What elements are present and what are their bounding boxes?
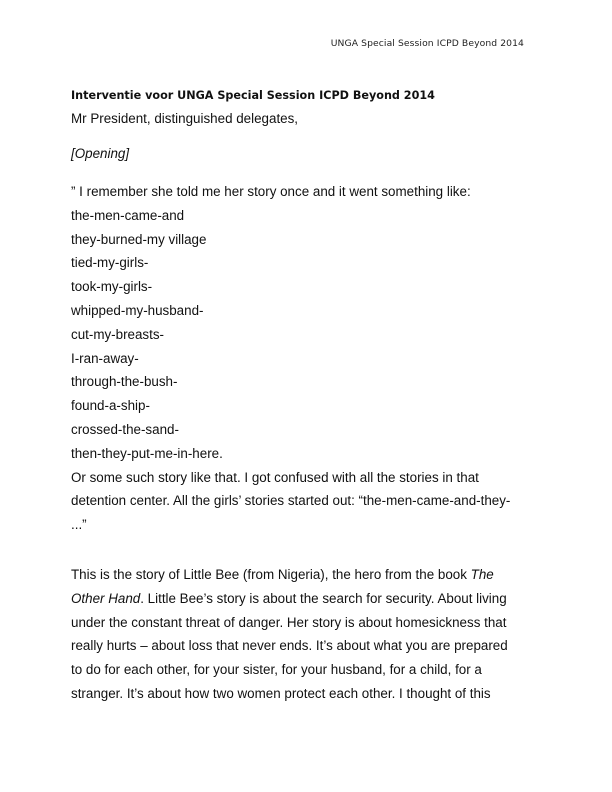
text-line: whipped-my-husband-: [71, 302, 204, 318]
text-line: tied-my-girls-: [71, 255, 149, 271]
text-line: [71, 563, 541, 587]
body-paragraph: [71, 563, 541, 706]
book-title-segment: The: [470, 567, 494, 582]
text-line: they-burned-my village: [71, 231, 207, 247]
text-segment: This is the story of Little Bee (from Nigeria), the hero from the book: [71, 567, 471, 582]
text-line: detention center. All the girls’ stories started out: “the-men-came-and-they-: [71, 493, 511, 509]
text-line: through-the-bush-: [71, 374, 178, 390]
text-line: cut-my-breasts-: [71, 326, 165, 342]
text-line: ...”: [71, 517, 87, 533]
text-line: took-my-girls-: [71, 279, 153, 295]
text-line: to do for each other, for your sister, for your husband, for a child, for a: [71, 662, 482, 678]
text-line: stranger. It’s about how two women protect each other. I thought of this: [71, 685, 491, 701]
section-heading-opening: [Opening]: [71, 146, 130, 161]
text-line: [71, 587, 541, 611]
book-title-segment: Other Hand: [71, 590, 141, 606]
running-header: UNGA Special Session ICPD Beyond 2014: [330, 38, 524, 49]
text-line: ” I remember she told me her story once and it went something like:: [71, 184, 471, 199]
quote-block: [71, 180, 541, 537]
text-line: the-men-came-and: [71, 207, 185, 223]
salutation: Mr President, distinguished delegates,: [71, 111, 299, 126]
text-line: really hurts – about loss that never ends. It’s about what you are prepared: [71, 638, 508, 654]
text-line: found-a-ship-: [71, 398, 150, 414]
text-line: crossed-the-sand-: [71, 421, 179, 437]
text-line: Or some such story like that. I got confused with all the stories in that: [71, 469, 479, 485]
text-segment: . Little Bee’s story is about the search for security. About living: [140, 590, 507, 606]
text-line: then-they-put-me-in-here.: [71, 445, 223, 461]
document-title: Interventie voor UNGA Special Session ICPD Beyond 2014: [71, 89, 435, 102]
text-line: under the constant threat of danger. Her story is about homesickness that: [71, 614, 507, 630]
text-line: I-ran-away-: [71, 350, 139, 366]
